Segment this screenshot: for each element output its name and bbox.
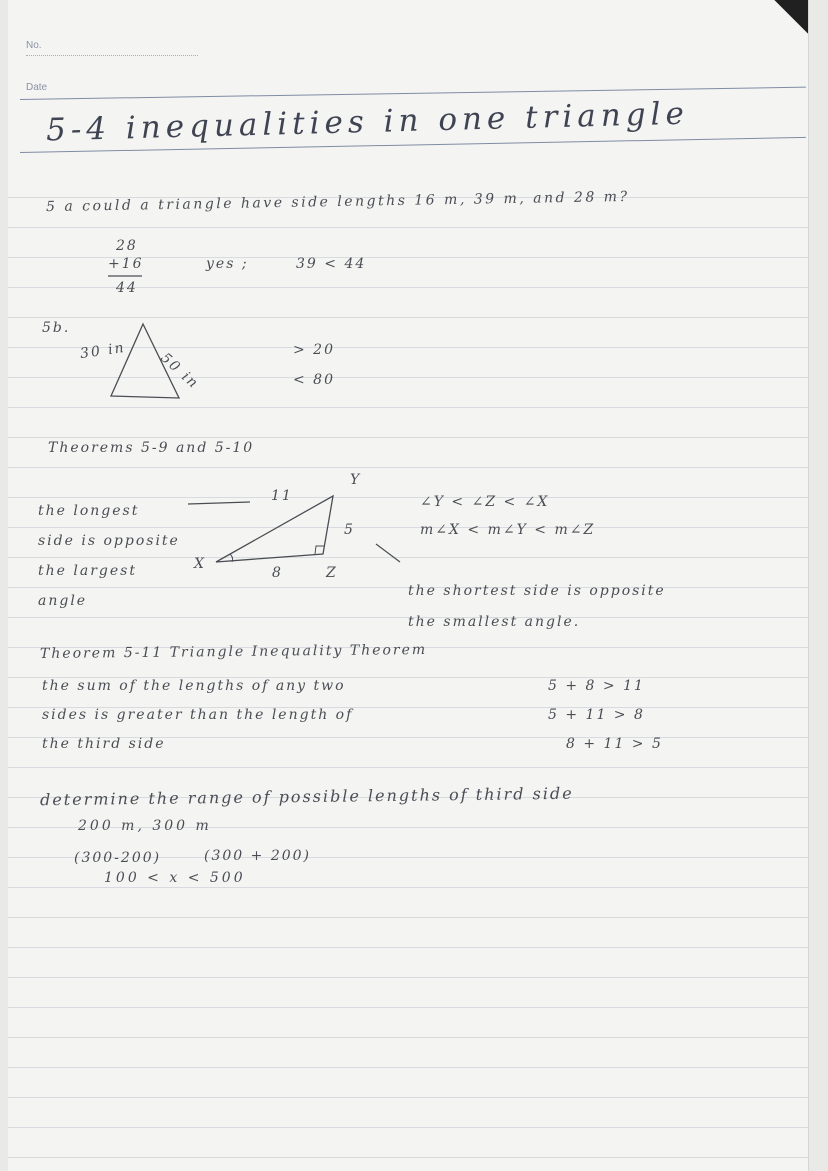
answer-5a: yes ;	[206, 256, 249, 272]
range-result: 100 < x < 500	[104, 870, 246, 886]
theorem-511-line: sides is greater than the length of	[42, 707, 354, 723]
greater-5b: > 20	[293, 342, 335, 358]
vertex-x: X	[194, 556, 206, 572]
check-line: 5 + 11 > 8	[548, 707, 645, 723]
less-5b: < 80	[293, 372, 335, 388]
theorem-left-line: the longest	[38, 503, 140, 519]
triangle-xyz	[178, 482, 418, 582]
notebook-page	[8, 0, 809, 1171]
theorem-right-line: the shortest side is opposite	[408, 583, 666, 599]
theorem-right-text	[408, 576, 666, 638]
date-label: Date	[26, 82, 48, 93]
page-corner-shadow	[774, 0, 808, 40]
comparison-5a: 39 < 44	[296, 256, 367, 272]
side-right-label: 5	[344, 522, 355, 538]
no-label: No.	[26, 40, 42, 51]
range-diff: (300-200)	[74, 850, 162, 866]
sum-value: 44	[116, 280, 138, 296]
vertex-z: Z	[326, 565, 338, 581]
theorems-heading: Theorems 5-9 and 5-10	[48, 440, 255, 456]
range-prompt: determine the range of possible lengths of third side	[39, 783, 574, 810]
side-top-label: 11	[271, 488, 293, 504]
page-title: 5-4 inequalities in one triangle	[45, 95, 690, 149]
theorem-right-line: the smallest angle.	[408, 614, 581, 630]
theorem-511-text	[42, 672, 353, 759]
theorem-511-line: the third side	[42, 736, 166, 752]
no-line	[26, 55, 198, 56]
theorem-511-line: the sum of the lengths of any two	[42, 678, 346, 694]
theorem-left-text	[38, 496, 180, 616]
sum-underline	[108, 275, 144, 279]
theorem-left-line: angle	[38, 593, 88, 609]
angle-order: ∠Y < ∠Z < ∠X	[420, 494, 550, 510]
theorem-511-checks	[548, 672, 663, 759]
addend-top: 28	[116, 238, 138, 254]
label-5b: 5b.	[42, 320, 71, 336]
check-line: 8 + 11 > 5	[566, 736, 663, 752]
vertex-y: Y	[350, 472, 362, 488]
range-sum: (300 + 200)	[204, 848, 311, 864]
side-left-5b: 30 in	[79, 339, 127, 363]
theorem-left-line: the largest	[38, 563, 137, 579]
side-right-5b: 50 in	[157, 350, 203, 393]
theorem-left-line: side is opposite	[38, 533, 180, 549]
side-bottom-label: 8	[272, 565, 283, 581]
measure-order: m∠X < m∠Y < m∠Z	[420, 522, 596, 538]
theorem-511-heading: Theorem 5-11 Triangle Inequality Theorem	[39, 641, 428, 663]
check-line: 5 + 8 > 11	[548, 678, 645, 694]
range-given: 200 m, 300 m	[78, 818, 212, 834]
addend-bottom: +16	[108, 256, 144, 272]
question-5a: 5 a could a triangle have side lengths 16 m, 39 m, and 28 m?	[45, 188, 630, 216]
